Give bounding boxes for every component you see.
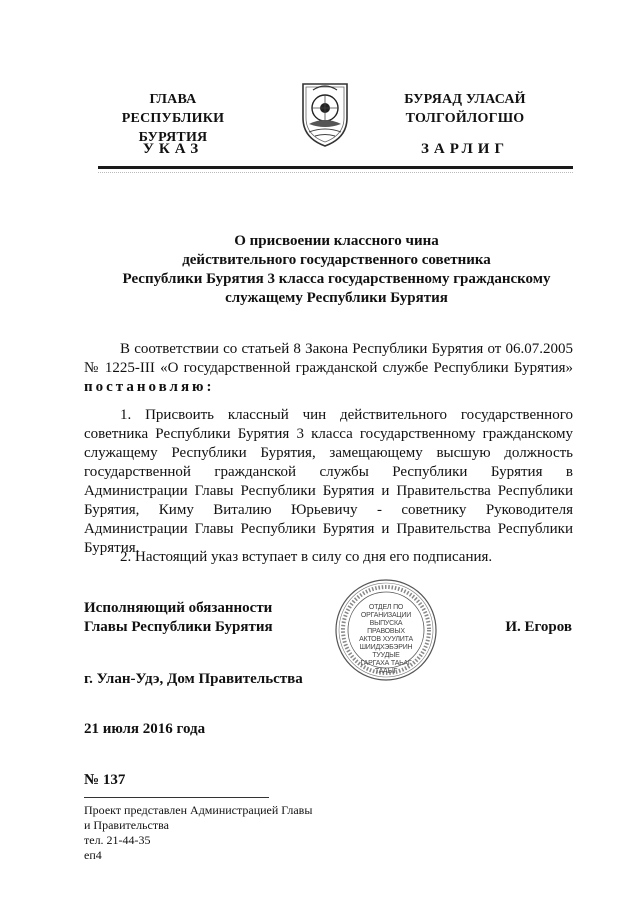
- title-line4: служащему Республики Бурятия: [225, 290, 448, 306]
- official-stamp: [334, 578, 438, 682]
- signature-name: И. Егоров: [505, 619, 572, 635]
- item-2: [84, 548, 573, 567]
- signature-position-line2: Главы Республики Бурятия: [84, 619, 273, 635]
- footer-note: [84, 803, 384, 863]
- item-1: [84, 406, 573, 558]
- header-rule-thick: [98, 166, 573, 169]
- signature-position-line1: Исполняющий обязанности: [84, 600, 273, 616]
- signature-position: [84, 599, 304, 637]
- doc-type-right: ЗАРЛИГ: [420, 141, 510, 157]
- stamp-text: ОТДЕЛ ПО ОРГАНИЗАЦИИ ВЫПУСКА ПРАВОВЫХ АКТОВ ХУУЛИТА ШИИДХЭБЭРИНТУУДЫЕ ГАРГАХА ТАЬАГ ТААЫГ: [359, 604, 413, 675]
- preamble-decree: постановляю:: [84, 379, 215, 395]
- title-line3: Республики Бурятия 3 класса государственному гражданскому: [122, 271, 551, 287]
- preamble: [84, 340, 573, 397]
- header-left-title: [88, 90, 258, 147]
- coat-of-arms-icon: [295, 78, 355, 150]
- footer-line1: Проект представлен Администрацией Главы: [84, 803, 313, 817]
- title-line1: О присвоении классного чина: [234, 233, 439, 249]
- header-left-line1: ГЛАВА: [149, 92, 197, 107]
- item-1-text: 1. Присвоить классный чин действительного государственного советника Республики Бурятия 3 класса государственному гражданскому служащему Республики Бурятия, замещающему высшую должность государственной гражданской службы Республики Бурятия в Администрации Главы Республики Бурятия и Правительства Республики Бурятия, Киму Виталию Юрьевичу - советнику Руководителя Администрации Главы Республики Бурятия и Правительства Республики Бурятия.: [84, 407, 573, 556]
- doc-type-left: УКАЗ: [142, 141, 204, 157]
- header-left-line2: РЕСПУБЛИКИ БУРЯТИЯ: [121, 111, 225, 145]
- footer-line3: тел. 21-44-35: [84, 833, 151, 847]
- coat-of-arms-emblem: [295, 78, 355, 150]
- preamble-text: В соответствии со статьей 8 Закона Республики Бурятия от 06.07.2005 № 1225-III «О государственной гражданской службе Республики Бурятия»: [84, 341, 573, 376]
- header-right-line1: БУРЯАД УЛАСАЙ: [404, 92, 526, 107]
- header-rule-dotted: [98, 172, 573, 173]
- footer-rule: [84, 797, 269, 798]
- decree-title: [100, 232, 573, 308]
- decree-date: 21 июля 2016 года: [84, 721, 206, 737]
- item-2-text: 2. Настоящий указ вступает в силу со дня его подписания.: [120, 549, 493, 565]
- header-right-line2: ТОЛГОЙЛОГШО: [405, 111, 525, 126]
- place: г. Улан-Удэ, Дом Правительства: [84, 671, 303, 687]
- header-right-title: [382, 90, 548, 128]
- footer-line4: еп4: [84, 848, 102, 862]
- title-line2: действительного государственного советника: [182, 252, 491, 268]
- footer-line2: и Правительства: [84, 818, 169, 832]
- decree-number: № 137: [84, 772, 126, 788]
